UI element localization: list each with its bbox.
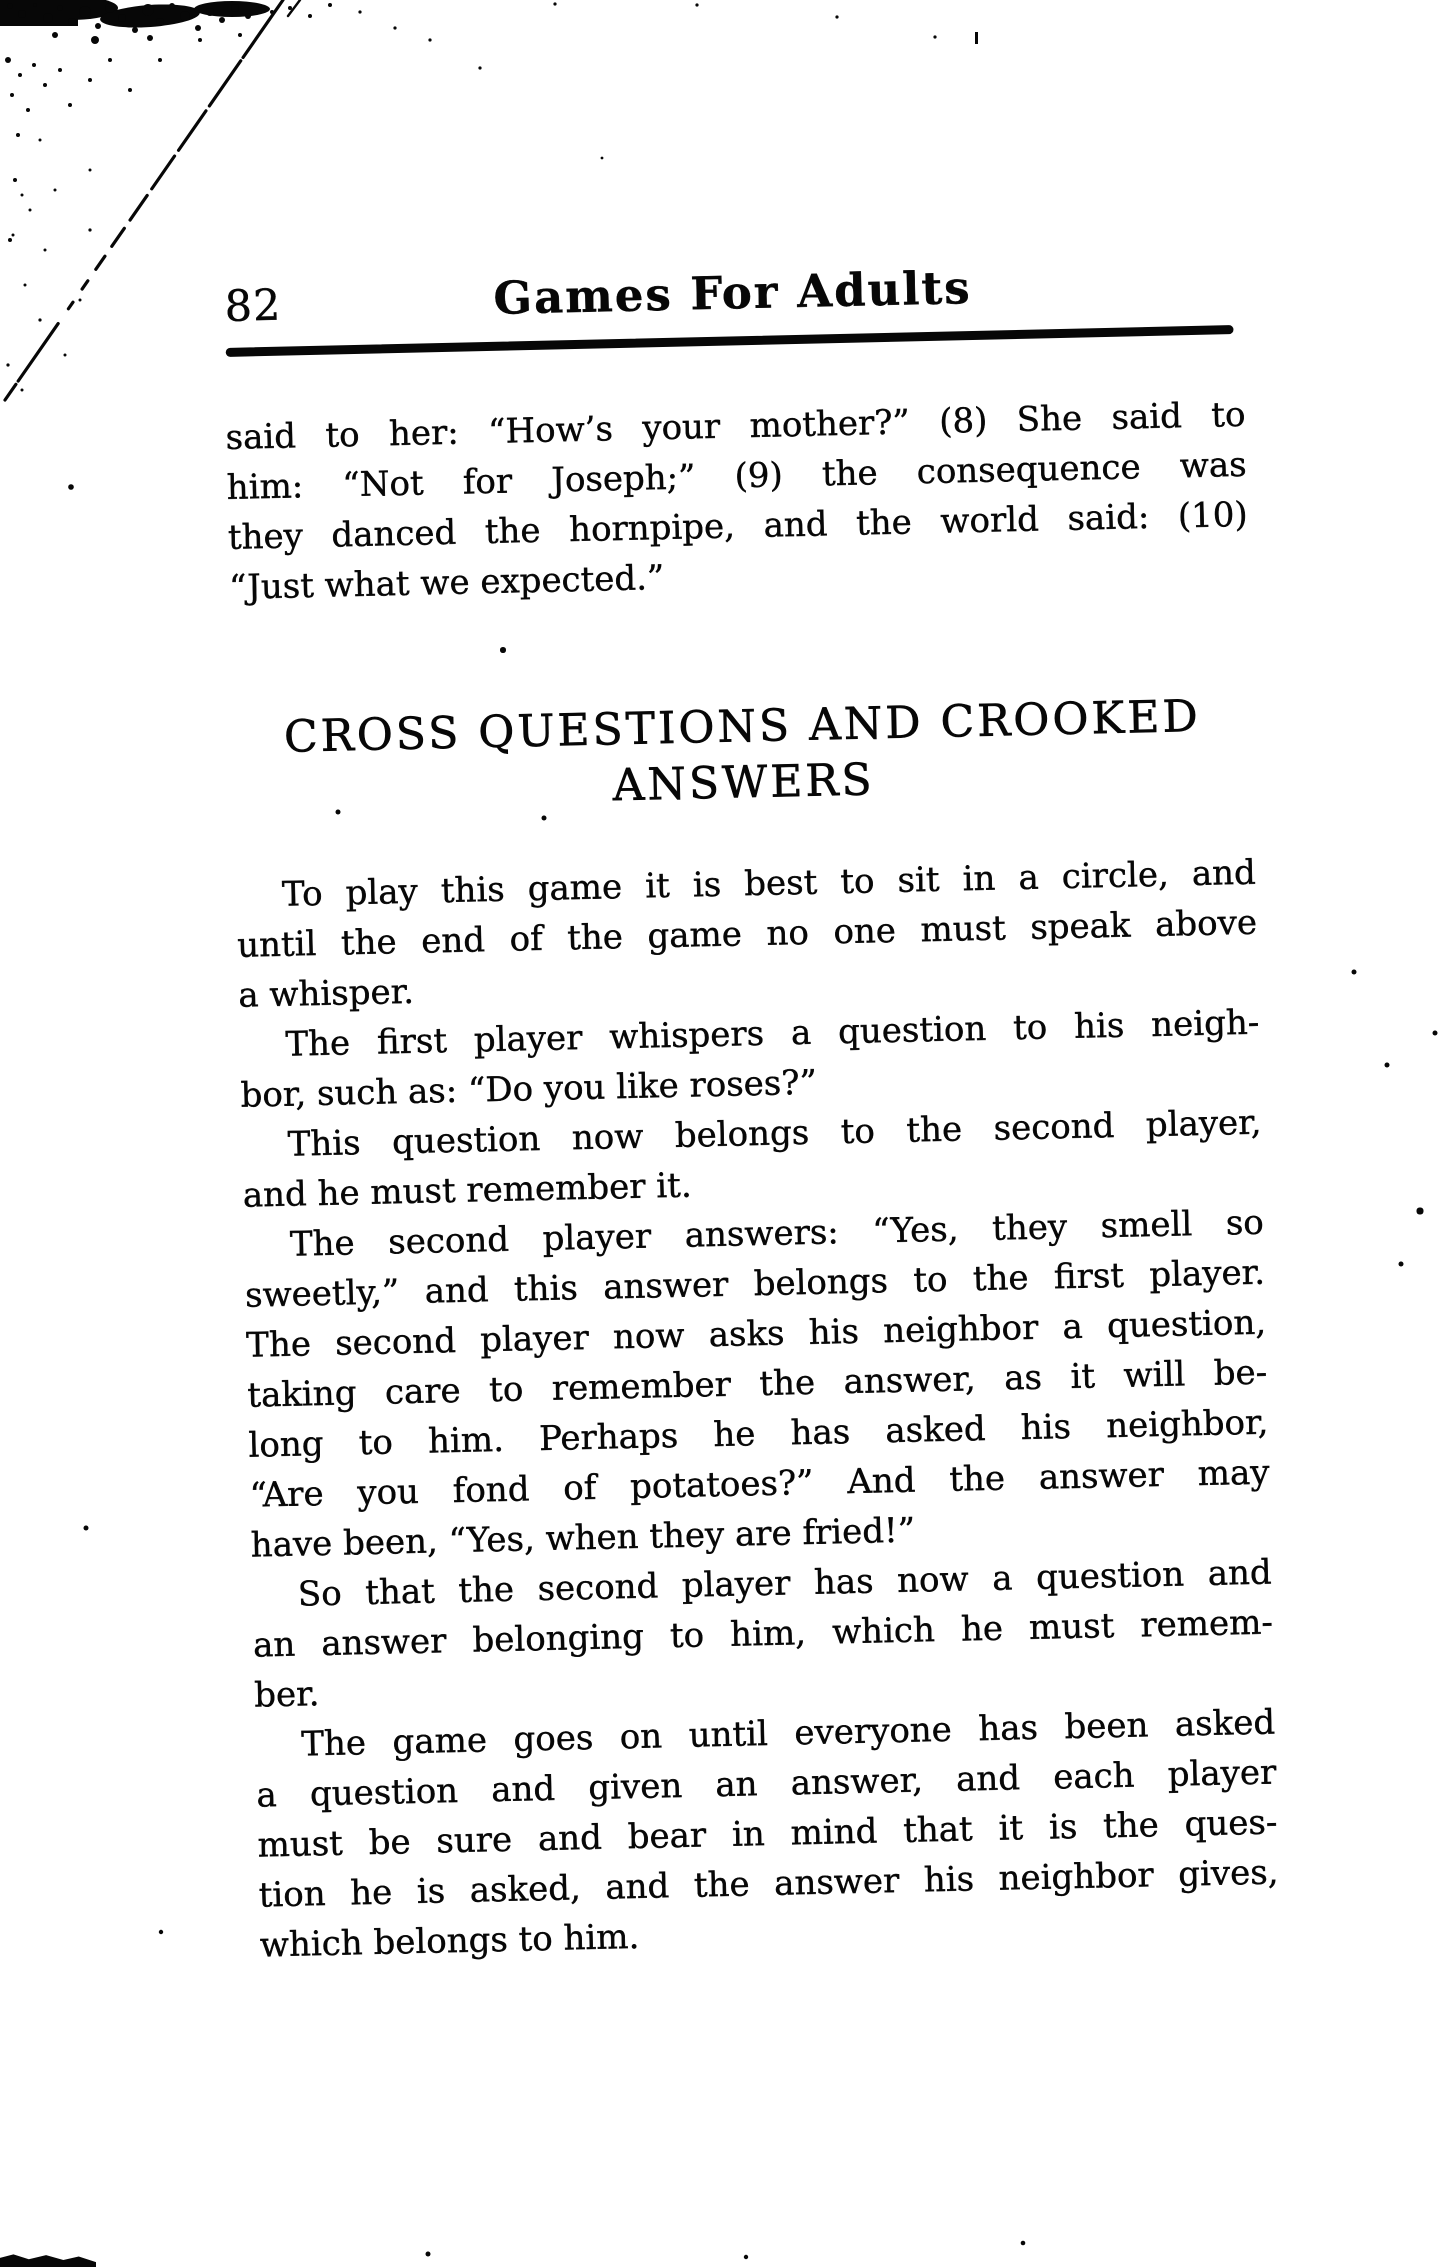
text-line: sweetly,” and this answer belongs to the first player.	[244, 1252, 1266, 1316]
page-number: 82	[224, 280, 282, 332]
text-line: must be sure and bear in mind that it is the ques-	[257, 1802, 1278, 1866]
scan-noise-specks	[0, 0, 2, 2]
text-line: until the end of the game no one must speak above	[236, 902, 1258, 966]
text-line: have been, “Yes, when they are fried!”	[250, 1510, 916, 1566]
scan-noise-bottom-left	[0, 2253, 96, 2267]
text-line: “Are you fond of potatoes?” And the answer may	[249, 1452, 1270, 1516]
section-heading	[232, 688, 1254, 823]
text-line: an answer belonging to him, which he must remem-	[252, 1602, 1274, 1666]
section-heading-line2: ANSWERS	[612, 754, 876, 812]
text-line: “Just what we expected.”	[228, 558, 665, 608]
text-line: The first player whispers a question to his neigh-	[285, 1002, 1260, 1065]
text-line: This question now belongs to the second player,	[287, 1102, 1262, 1165]
text-line: The second player answers: “Yes, they smell so	[289, 1202, 1265, 1265]
text-line: bor, such as: “Do you like roses?”	[240, 1062, 818, 1116]
intro-paragraph-block	[225, 390, 1249, 613]
text-line: which belongs to him.	[259, 1916, 640, 1966]
section-heading-line1: CROSS QUESTIONS AND CROOKED	[283, 690, 1202, 763]
text-line: they danced the hornpipe, and the world said: (10)	[227, 494, 1249, 558]
running-title: Games For Adults	[492, 261, 973, 325]
text-line: So that the second player has now a question and	[297, 1552, 1273, 1615]
text-line: The game goes on until everyone has been asked	[300, 1702, 1276, 1765]
text-line: ber.	[253, 1674, 320, 1716]
text-line: said to her: “How’s your mother?” (8) She said to	[225, 394, 1246, 458]
text-line: a question and given an answer, and each player	[256, 1752, 1277, 1816]
main-paragraph-block	[235, 848, 1280, 1971]
text-line: tion he is asked, and the answer his neighbor gives,	[258, 1852, 1279, 1916]
page-content	[222, 253, 1280, 1971]
page-header	[222, 253, 1243, 334]
text-line: To play this game it is best to sit in a circle, and	[281, 852, 1257, 915]
text-line: The second player now asks his neighbor a question,	[245, 1302, 1267, 1366]
text-line: a whisper.	[237, 971, 415, 1016]
text-line: and he must remember it.	[242, 1165, 693, 1216]
text-line: long to him. Perhaps he has asked his neighbor,	[248, 1402, 1269, 1466]
text-line: taking care to remember the answer, as it will be-	[246, 1352, 1268, 1416]
text-line: him: “Not for Joseph;” (9) the consequence was	[226, 444, 1248, 508]
